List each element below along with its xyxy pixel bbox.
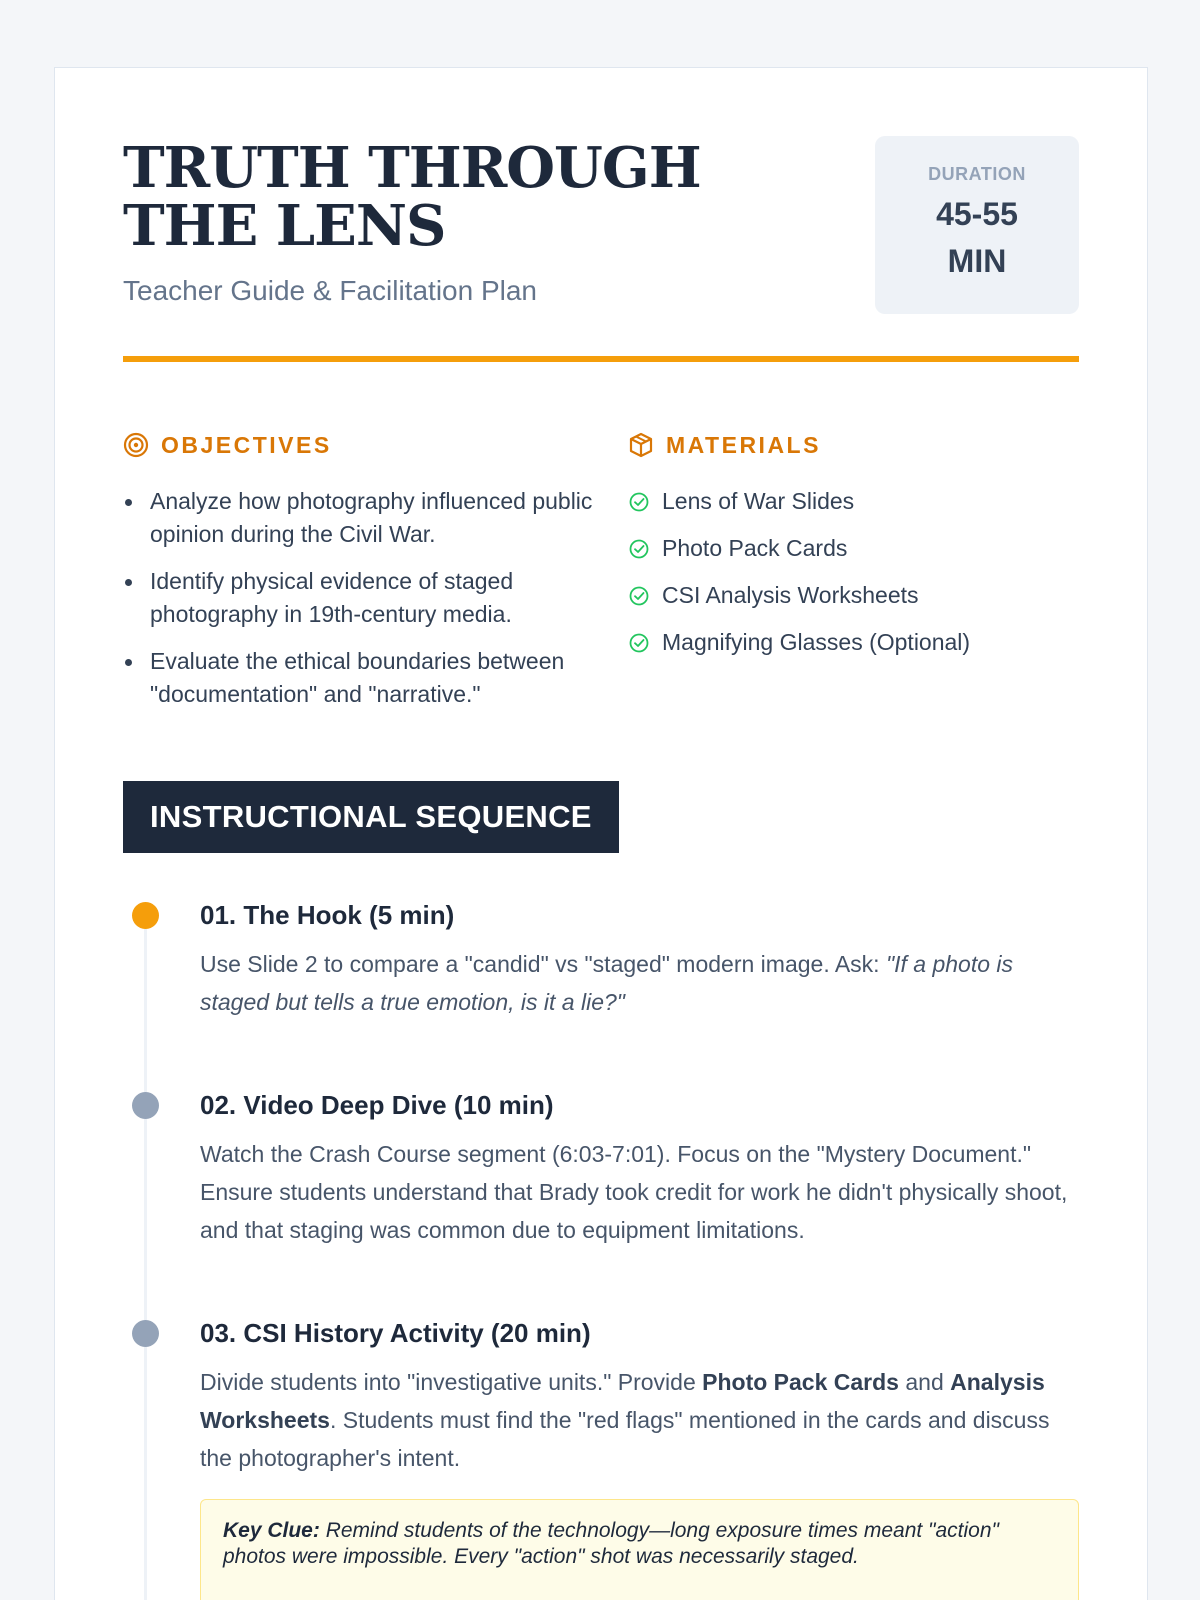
step-text: Divide students into "investigative units." Provide [200,1369,696,1395]
list-item [628,579,1078,612]
step-text: Use Slide 2 to compare a "candid" vs "staged" modern image. Ask: [200,951,880,977]
list-item [123,645,628,711]
list-item [123,565,628,631]
objectives-label: OBJECTIVES [161,431,332,458]
objective-text: Analyze how photography influenced public opinion during the Civil War. [150,488,593,547]
check-circle-icon [628,491,650,513]
objective-text: Evaluate the ethical boundaries between "documentation" and "narrative." [150,648,565,707]
bullet-icon [125,579,132,586]
timeline-step [123,1307,1079,1600]
materials-label: MATERIALS [666,431,821,458]
target-icon [123,432,149,458]
step-emphasis: Analysis Worksheets [200,1369,1045,1433]
page-subtitle: Teacher Guide & Facilitation Plan [123,275,537,306]
sequence-heading: INSTRUCTIONAL SEQUENCE [123,781,619,853]
bullet-icon [125,499,132,506]
duration-value: 45-55 MIN [936,196,1018,279]
timeline-step [123,889,1079,1021]
step-text: . Students must find the "red flags" mentioned in the cards and discuss the photographer's intent. [200,1407,1050,1471]
objectives-list [123,485,628,711]
material-text: Lens of War Slides [662,488,855,514]
key-clue-callout [200,1499,1079,1600]
objective-text: Identify physical evidence of staged photography in 19th-century media. [150,568,514,627]
timeline [123,889,1079,1600]
document-card [54,67,1148,1600]
clue-label: Key Clue: [223,1519,320,1542]
overview-columns [123,430,1079,725]
step-dot [132,1320,159,1347]
list-item [123,485,628,551]
list-item [628,532,1078,565]
step-body: Watch the Crash Course segment (6:03-7:01). Focus on the "Mystery Document." Ensure students understand that Brady took credit for work he didn't physically shoot, and that staging was common due to equipment limitations. [200,1141,1068,1243]
step-dot [132,1092,159,1119]
duration-label: DURATION [928,164,1026,184]
duration-box [875,136,1079,314]
materials-heading [628,430,1078,460]
check-circle-icon [628,538,650,560]
materials-section [628,430,1078,725]
box-icon [628,432,654,458]
step-dot-active [132,902,159,929]
step-body [200,1363,1079,1477]
objectives-heading [123,430,628,460]
material-text: CSI Analysis Worksheets [662,582,919,608]
objectives-section [123,430,628,725]
step-text: and [905,1369,944,1395]
header [123,136,1079,314]
timeline-step [123,1079,1079,1249]
step-title: 01. The Hook (5 min) [200,900,455,930]
clue-text: Remind students of the technology—long exposure times meant "action" photos were impossible. Every "action" shot was necessarily staged. [223,1519,999,1568]
check-circle-icon [628,585,650,607]
bullet-icon [125,659,132,666]
material-text: Magnifying Glasses (Optional) [662,629,971,655]
list-item [628,626,1078,659]
step-title: 02. Video Deep Dive (10 min) [200,1090,554,1120]
title-block [123,136,843,307]
page-title: TRUTH THROUGH THE LENS [123,135,701,259]
step-body [200,945,1079,1021]
step-quote: "If a photo is staged but tells a true emotion, is it a lie?" [200,951,1014,1015]
materials-list [628,485,1078,659]
accent-divider [123,356,1079,362]
list-item [628,485,1078,518]
check-circle-icon [628,632,650,654]
material-text: Photo Pack Cards [662,535,848,561]
step-emphasis: Photo Pack Cards [702,1369,899,1395]
step-title: 03. CSI History Activity (20 min) [200,1318,591,1348]
